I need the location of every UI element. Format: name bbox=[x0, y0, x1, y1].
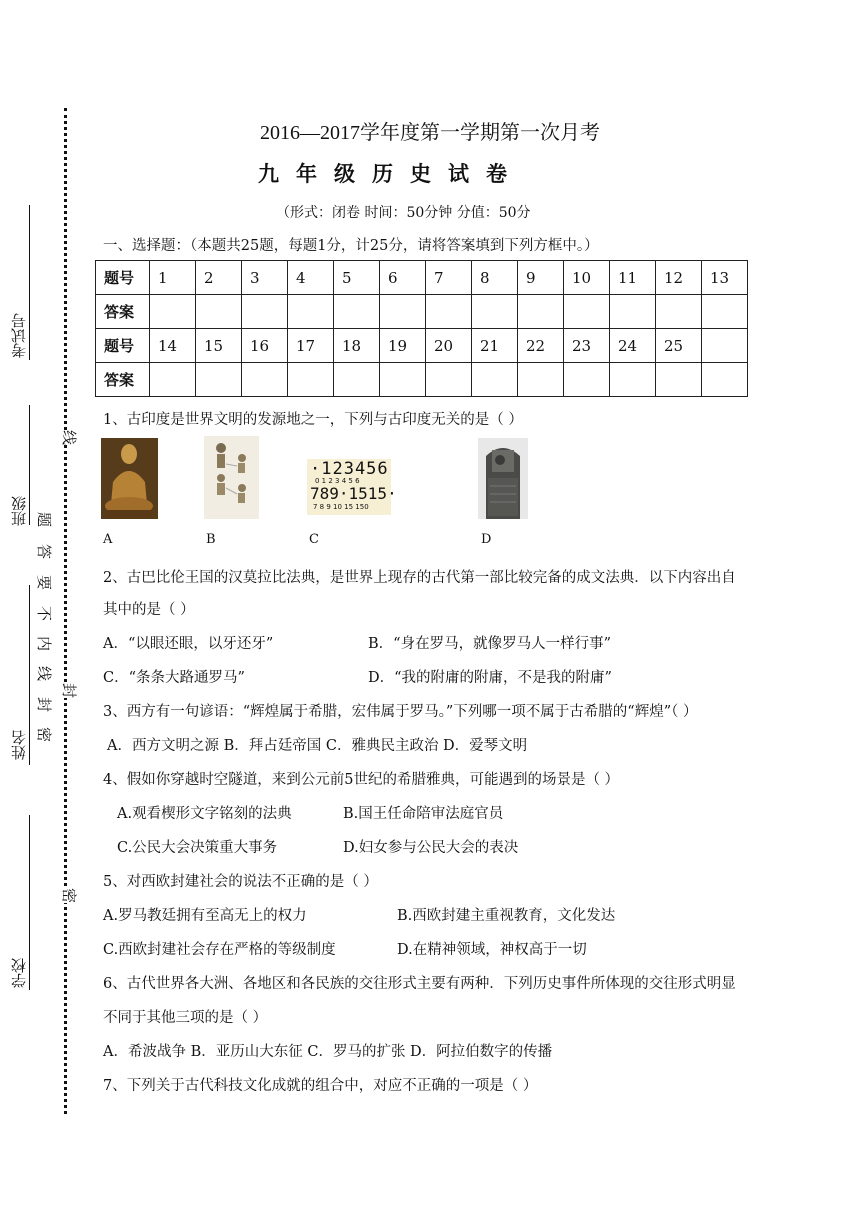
answer-cell[interactable] bbox=[288, 295, 334, 329]
question-number-cell: 4 bbox=[288, 261, 334, 295]
answer-cell[interactable] bbox=[334, 363, 380, 397]
question-4: 4、假如你穿越时空隧道，来到公元前5世纪的希腊雅典，可能遇到的场景是（ ） bbox=[103, 772, 620, 788]
question-6-line-1: 6、古代世界各大洲、各地区和各民族的交往形式主要有两种．下列历史事件所体现的交往形式明显 bbox=[103, 976, 736, 992]
question-number-cell: 12 bbox=[656, 261, 702, 295]
stone-stele-image bbox=[478, 438, 528, 519]
question-number-cell: 1 bbox=[150, 261, 196, 295]
question-number-cell: 22 bbox=[518, 329, 564, 363]
question-number-cell bbox=[702, 329, 748, 363]
question-4-option-b: B.国王任命陪审法庭官员 bbox=[343, 806, 504, 822]
row-label: 题号 bbox=[96, 329, 150, 363]
seal-char: 内 bbox=[35, 635, 54, 652]
field-label-class: 班级 bbox=[10, 496, 28, 526]
option-label: B bbox=[206, 532, 216, 547]
exam-meta: （形式：闭卷 时间：50分钟 分值：50分 bbox=[276, 205, 531, 221]
answer-cell[interactable] bbox=[472, 363, 518, 397]
left-dotted-binding-line bbox=[64, 108, 67, 1114]
question-number-cell: 10 bbox=[564, 261, 610, 295]
option-label: C bbox=[309, 532, 319, 547]
answer-cell[interactable] bbox=[564, 295, 610, 329]
question-number-cell: 6 bbox=[380, 261, 426, 295]
question-2-option-b: B．“身在罗马，就像罗马人一样行事” bbox=[368, 636, 611, 652]
answer-cell[interactable] bbox=[610, 363, 656, 397]
field-label-name: 姓名 bbox=[10, 730, 28, 760]
question-number-cell: 2 bbox=[196, 261, 242, 295]
answer-cell[interactable] bbox=[656, 295, 702, 329]
question-number-cell: 5 bbox=[334, 261, 380, 295]
table-row bbox=[96, 295, 748, 329]
table-row bbox=[96, 261, 748, 295]
seal-char: 封 bbox=[35, 696, 54, 713]
question-2-option-d: D．“我的附庸的附庸，不是我的附庸” bbox=[368, 670, 612, 686]
question-2-line-1: 2、古巴比伦王国的汉莫拉比法典，是世界上现存的古代第一部比较完备的成文法典．以下内容出自 bbox=[103, 570, 736, 586]
question-6-options: A．希波战争 B．亚历山大东征 C．罗马的扩张 D．阿拉伯数字的传播 bbox=[103, 1044, 553, 1060]
answer-cell[interactable] bbox=[702, 363, 748, 397]
seal-char: 线 bbox=[60, 429, 79, 446]
question-2-option-a: A．“以眼还眼，以牙还牙” bbox=[103, 636, 274, 652]
question-number-cell: 21 bbox=[472, 329, 518, 363]
question-4-option-a: A.观看楔形文字铭刻的法典 bbox=[117, 806, 292, 822]
answer-table bbox=[95, 260, 748, 397]
table-row bbox=[96, 363, 748, 397]
question-number-cell: 9 bbox=[518, 261, 564, 295]
question-number-cell: 13 bbox=[702, 261, 748, 295]
answer-cell[interactable] bbox=[380, 295, 426, 329]
question-number-cell: 15 bbox=[196, 329, 242, 363]
numerals-line-3: 789·1515· bbox=[310, 484, 397, 503]
answer-cell[interactable] bbox=[656, 363, 702, 397]
question-number-cell: 24 bbox=[610, 329, 656, 363]
question-number-cell: 3 bbox=[242, 261, 288, 295]
answer-cell[interactable] bbox=[150, 363, 196, 397]
question-1: 1、古印度是世界文明的发源地之一，下列与古印度无关的是（ ） bbox=[103, 412, 523, 428]
caste-diagram-image bbox=[204, 436, 259, 519]
numerals-image bbox=[307, 459, 397, 515]
question-number-cell: 23 bbox=[564, 329, 610, 363]
answer-cell[interactable] bbox=[288, 363, 334, 397]
seal-char: 封 bbox=[60, 682, 79, 699]
question-3-options: A．西方文明之源 B．拜占廷帝国 C．雅典民主政治 D．爱琴文明 bbox=[107, 738, 528, 754]
field-label-exam-number: 考试号 bbox=[10, 313, 28, 358]
option-label: D bbox=[481, 532, 492, 547]
question-5-option-a: A.罗马教廷拥有至高无上的权力 bbox=[103, 908, 307, 924]
exam-number-underline bbox=[29, 205, 30, 360]
question-number-cell: 14 bbox=[150, 329, 196, 363]
question-5-option-b: B.西欧封建主重视教育，文化发达 bbox=[397, 908, 616, 924]
question-number-cell: 17 bbox=[288, 329, 334, 363]
question-5-option-d: D.在精神领域，神权高于一切 bbox=[397, 942, 587, 958]
field-label-school: 学校 bbox=[10, 958, 28, 988]
question-number-cell: 7 bbox=[426, 261, 472, 295]
seal-char: 不 bbox=[35, 605, 54, 622]
question-number-cell: 19 bbox=[380, 329, 426, 363]
section-heading: 一、选择题：（本题共25题，每题1分，计25分，请将答案填到下列方框中。） bbox=[103, 238, 599, 254]
answer-cell[interactable] bbox=[150, 295, 196, 329]
answer-cell[interactable] bbox=[702, 295, 748, 329]
buddha-statue-image bbox=[101, 438, 158, 519]
school-underline bbox=[29, 815, 30, 990]
question-number-cell: 16 bbox=[242, 329, 288, 363]
question-6-line-2: 不同于其他三项的是（ ） bbox=[103, 1010, 268, 1026]
answer-cell[interactable] bbox=[518, 363, 564, 397]
answer-cell[interactable] bbox=[518, 295, 564, 329]
question-number-cell: 18 bbox=[334, 329, 380, 363]
question-number-cell: 20 bbox=[426, 329, 472, 363]
question-2-line-2: 其中的是（ ） bbox=[103, 602, 195, 618]
row-label: 题号 bbox=[96, 261, 150, 295]
question-7: 7、下列关于古代科技文化成就的组合中，对应不正确的一项是（ ） bbox=[103, 1078, 538, 1094]
name-underline bbox=[29, 585, 30, 765]
seal-char: 线 bbox=[35, 665, 54, 682]
class-underline bbox=[29, 405, 30, 525]
table-row bbox=[96, 329, 748, 363]
answer-cell[interactable] bbox=[196, 363, 242, 397]
seal-char: 密 bbox=[35, 726, 54, 743]
seal-char: 题 bbox=[35, 511, 54, 528]
answer-cell[interactable] bbox=[610, 295, 656, 329]
question-5: 5、对西欧封建社会的说法不正确的是（ ） bbox=[103, 874, 378, 890]
seal-char: 要 bbox=[35, 574, 54, 591]
question-4-option-c: C.公民大会决策重大事务 bbox=[117, 840, 278, 856]
numerals-line-4: 7 8 9 10 15 150 bbox=[313, 503, 369, 511]
numerals-line-1: ·123456 bbox=[310, 459, 389, 479]
exam-subtitle: 九年级历史试卷 bbox=[258, 161, 524, 186]
answer-cell[interactable] bbox=[242, 363, 288, 397]
row-label: 答案 bbox=[96, 295, 150, 329]
answer-cell[interactable] bbox=[334, 295, 380, 329]
question-number-cell: 8 bbox=[472, 261, 518, 295]
exam-title: 2016—2017学年度第一学期第一次月考 bbox=[260, 122, 600, 144]
answer-cell[interactable] bbox=[242, 295, 288, 329]
answer-cell[interactable] bbox=[426, 363, 472, 397]
option-label: A bbox=[103, 532, 113, 547]
answer-cell[interactable] bbox=[472, 295, 518, 329]
numerals-line-2: 0 1 2 3 4 5 6 bbox=[315, 477, 360, 485]
answer-cell[interactable] bbox=[380, 363, 426, 397]
question-4-option-d: D.妇女参与公民大会的表决 bbox=[343, 840, 519, 856]
answer-cell[interactable] bbox=[564, 363, 610, 397]
question-2-option-c: C．“条条大路通罗马” bbox=[103, 670, 245, 686]
question-5-option-c: C.西欧封建社会存在严格的等级制度 bbox=[103, 942, 336, 958]
seal-char: 答 bbox=[35, 543, 54, 560]
row-label: 答案 bbox=[96, 363, 150, 397]
question-number-cell: 11 bbox=[610, 261, 656, 295]
seal-char: 密 bbox=[60, 887, 79, 904]
question-3: 3、西方有一句谚语：“辉煌属于希腊，宏伟属于罗马。”下列哪一项不属于古希腊的“辉煌”（ ） bbox=[103, 704, 698, 720]
answer-cell[interactable] bbox=[426, 295, 472, 329]
question-number-cell: 25 bbox=[656, 329, 702, 363]
answer-cell[interactable] bbox=[196, 295, 242, 329]
